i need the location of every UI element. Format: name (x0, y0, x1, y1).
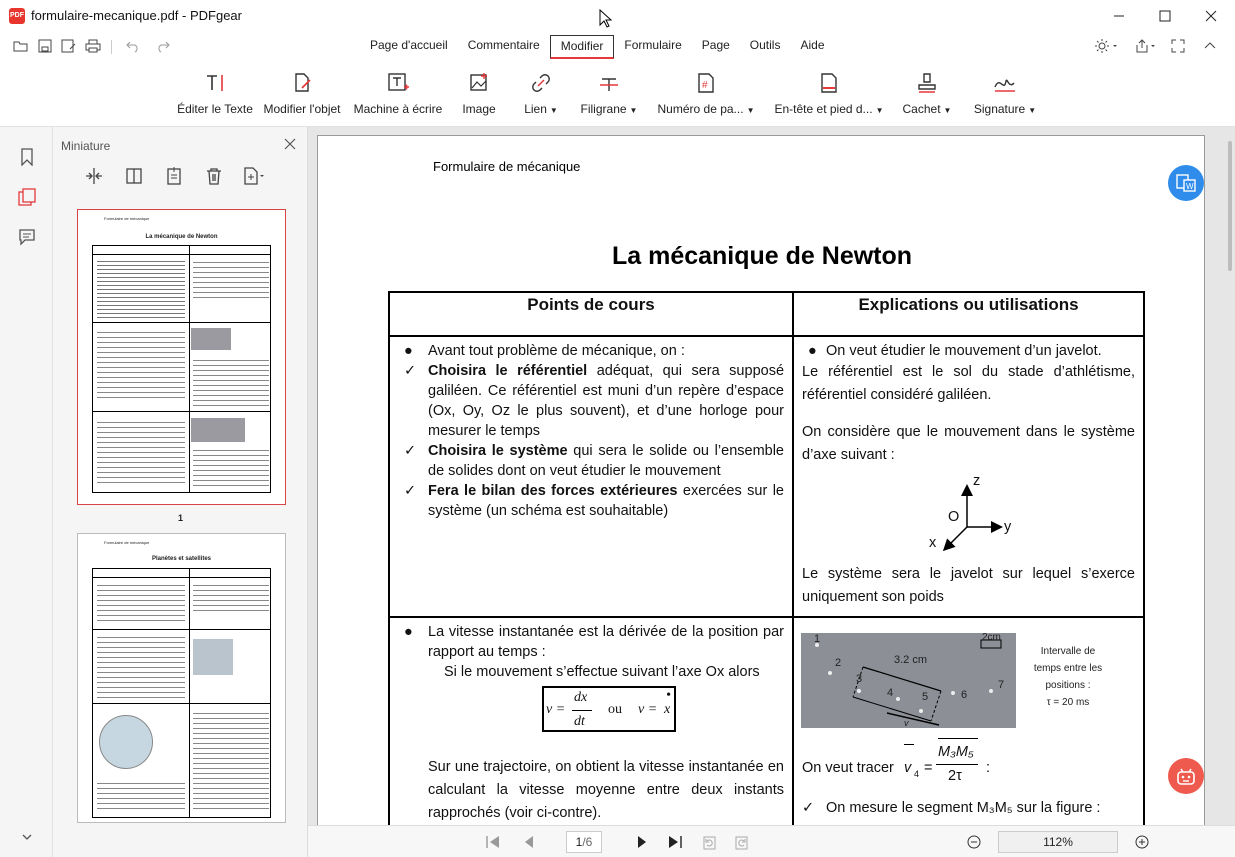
formula-denominator: dt (574, 714, 585, 729)
undo-button[interactable] (124, 38, 142, 54)
thumb-header: Formulaire de mécanique (104, 216, 150, 221)
point-label: 2 (835, 657, 842, 669)
list-item (802, 798, 1135, 818)
extract-icon (165, 166, 183, 186)
cell-text: On veut étudier le mouvement d’un javelot. (826, 343, 1102, 359)
cell-text: qui sera le solide ou l’ensemble de solides dont on veut étudier le mouvement (428, 443, 784, 479)
previous-page-button[interactable] (520, 834, 538, 850)
cell-text: exercées sur le système (un schéma est souhaitable) (428, 483, 784, 519)
tab-commentaire[interactable]: Commentaire (467, 38, 540, 52)
title-bar (0, 0, 1235, 32)
thumb-header: Formulaire de mécanique (104, 540, 150, 545)
stamp-label: Cachet (902, 102, 941, 116)
link-icon (529, 71, 553, 95)
close-panel-button[interactable] (283, 137, 299, 153)
stamp-icon (915, 71, 939, 95)
checkmark-icon: ✓ (404, 363, 417, 379)
cell-text: On mesure le segment M₃M₅ sur la figure : (826, 800, 1101, 816)
table-cell (389, 617, 793, 835)
collapse-ribbon-button[interactable] (1201, 38, 1219, 54)
last-page-button[interactable] (666, 834, 684, 850)
page-number-icon (694, 71, 718, 95)
cell-text: Avant tout problème de mécanique, on : (428, 343, 685, 359)
minimize-button[interactable] (1096, 0, 1142, 32)
list-item (802, 341, 1135, 361)
rotate-left-button[interactable] (700, 834, 718, 850)
dot-icon: • (666, 688, 671, 703)
save-as-icon (61, 39, 77, 53)
bullet-icon: ● (404, 343, 413, 359)
link-label: Lien (524, 102, 547, 116)
edit-object-button[interactable] (258, 68, 346, 116)
formula-text: : (986, 760, 991, 776)
subscript: 4 (914, 769, 920, 779)
cell-text: adéquat, qui sera supposé galiléen. Ce référentiel est muni d’un repère d’espace (Ox, Oy, Oz le plus souvent), et d’une horloge pour mesurer le temps (428, 363, 785, 439)
signature-label: Signature (973, 102, 1026, 116)
checkmark-icon: ✓ (404, 443, 417, 459)
undo-icon (126, 39, 140, 53)
caret-down-icon: ▼ (549, 106, 558, 115)
cell-text: On considère que le mouvement dans le système d’axe suivant : (802, 424, 1135, 463)
pdf-to-word-icon (1175, 172, 1197, 194)
chevron-up-icon (1203, 39, 1217, 53)
maximize-button[interactable] (1142, 0, 1188, 32)
save-as-button[interactable] (60, 38, 78, 54)
list-item (398, 481, 784, 521)
typewriter-label: Machine à écrire (353, 102, 443, 116)
print-icon (85, 39, 101, 53)
signature-button[interactable] (970, 68, 1040, 116)
next-page-button[interactable] (633, 834, 651, 850)
save-icon (38, 39, 52, 53)
insert-pages-button[interactable] (243, 165, 265, 187)
scale-label: 2cm (982, 632, 1001, 643)
window-title: formulaire-mecanique.pdf - PDFgear (31, 8, 242, 23)
formula-text: v = (638, 702, 658, 717)
comments-button[interactable] (17, 227, 37, 247)
page-number-button[interactable] (655, 68, 757, 116)
share-button[interactable] (1134, 38, 1160, 54)
comment-icon (18, 228, 36, 246)
axis-y-label: y (1004, 519, 1012, 535)
cell-text: Si le mouvement s’effectue suivant l’axe Ox alors (444, 664, 760, 680)
mouse-cursor-icon (598, 9, 612, 29)
edit-text-label: Éditer le Texte (177, 102, 253, 116)
fullscreen-button[interactable] (1169, 38, 1187, 54)
trash-icon (205, 167, 223, 185)
thumb-heading: La mécanique de Newton (145, 234, 218, 240)
fraction-bar (936, 764, 978, 765)
robot-icon (1175, 765, 1197, 787)
thumb-heading: Planètes et satellites (151, 556, 212, 562)
close-window-button[interactable] (1188, 0, 1234, 32)
zoom-in-button[interactable] (1133, 834, 1151, 850)
formula-numerator: dx (574, 690, 588, 705)
thumbnails-icon (18, 188, 36, 206)
first-page-button[interactable] (484, 834, 502, 850)
page-number-input[interactable] (566, 831, 602, 853)
chronophotography-image (801, 633, 1016, 728)
current-page: 1 (575, 835, 583, 849)
list-item (398, 341, 784, 361)
caret-down-icon: ▼ (1028, 106, 1037, 115)
axis-arrows (802, 467, 1142, 563)
bullet-icon: ● (404, 624, 413, 640)
redo-button[interactable] (154, 38, 172, 54)
cell-text-bold: Choisira le référentiel (428, 363, 588, 379)
image-icon (467, 71, 491, 95)
app-logo-icon: PDF (9, 8, 25, 24)
tab-page-d-accueil[interactable]: Page d'accueil (370, 38, 448, 52)
fullscreen-icon (1171, 39, 1185, 53)
cell-text-bold: Fera le bilan des forces extérieures (428, 483, 678, 499)
point-label: 3 (856, 673, 863, 685)
minimize-icon (1113, 10, 1125, 22)
caption-line: positions : (1045, 680, 1091, 691)
thumb-table (92, 245, 271, 493)
ai-assistant-button[interactable] (1168, 758, 1204, 794)
delete-pages-button[interactable] (203, 165, 225, 187)
maximize-icon (1159, 10, 1171, 22)
axis-z-label: z (973, 473, 981, 489)
page-number-label: Numéro de pa... (657, 102, 744, 116)
expand-sidebar-button[interactable] (17, 827, 37, 847)
point-label: 1 (814, 633, 821, 645)
split-icon (125, 167, 143, 185)
rotate-right-icon (734, 834, 750, 850)
list-item (398, 622, 784, 662)
typewriter-icon (386, 71, 410, 95)
formula-text: ou (608, 702, 622, 717)
point-label: 6 (961, 689, 968, 701)
tab-aide[interactable]: Aide (800, 38, 825, 52)
svg-text:#: # (702, 80, 708, 91)
formula-denominator: 2τ (948, 768, 962, 784)
fraction-bar (572, 710, 592, 711)
sun-icon (1095, 39, 1119, 53)
total-pages: /6 (582, 835, 593, 849)
bullet-icon: ● (808, 343, 817, 359)
zoom-level-field[interactable]: 112% (998, 831, 1118, 853)
velocity-formula (542, 686, 676, 732)
text-edit-icon (203, 71, 227, 95)
vector-bar (904, 744, 914, 745)
pdf-page (317, 135, 1205, 835)
tab-page[interactable]: Page (701, 38, 730, 52)
bookmark-icon (20, 148, 34, 166)
zoom-out-button[interactable] (965, 834, 983, 850)
thumbnail-panel (53, 127, 308, 857)
open-button[interactable] (12, 38, 30, 54)
caret-down-icon: ▼ (746, 106, 755, 115)
caret-down-icon: ▼ (875, 106, 884, 115)
course-table (388, 291, 1145, 835)
rotate-left-icon (701, 834, 717, 850)
close-icon (283, 137, 297, 151)
chevron-down-icon (21, 831, 33, 843)
image-label: Image (462, 102, 496, 116)
watermark-label: Filigrane (580, 102, 627, 116)
first-page-icon (485, 835, 501, 849)
list-item (398, 361, 784, 441)
cell-text: Le système sera le javelot sur lequel s’exerce uniquement son poids (802, 566, 1135, 605)
axis-origin-label: O (948, 509, 960, 525)
extract-pages-button[interactable] (163, 165, 185, 187)
v4-label: v (904, 718, 909, 728)
object-edit-icon (290, 71, 314, 95)
typewriter-button[interactable] (352, 68, 444, 116)
col-header-explications: Explications ou utilisations (793, 292, 1144, 336)
vector-bar (938, 738, 978, 739)
separator (111, 40, 112, 54)
axis-diagram (802, 467, 1135, 563)
tab-outils[interactable]: Outils (749, 38, 781, 52)
thumb-table (92, 568, 271, 818)
document-scrollbar[interactable] (1228, 141, 1232, 271)
point-label: 7 (998, 679, 1005, 691)
next-page-icon (636, 835, 648, 849)
split-pages-button[interactable] (123, 165, 145, 187)
point-label: 5 (922, 691, 929, 703)
edit-text-button[interactable] (175, 68, 255, 116)
cell-text: On veut tracer (802, 760, 894, 776)
col-header-points: Points de cours (389, 292, 793, 336)
previous-page-icon (523, 835, 535, 849)
formula-text: x (664, 702, 671, 717)
image-button[interactable] (455, 68, 503, 116)
header-footer-label: En-tête et pied d... (774, 102, 873, 116)
header-footer-button[interactable] (772, 68, 886, 116)
cell-text-bold: Choisira le système (428, 443, 568, 459)
page-header-text: Formulaire de mécanique (433, 159, 581, 174)
distance-label: 3.2 cm (894, 654, 928, 666)
thumbnail-page-2[interactable] (77, 533, 286, 823)
formula-text: v (904, 760, 912, 776)
document-viewer (308, 127, 1235, 825)
checkmark-icon: ✓ (404, 483, 417, 499)
svg-text:W: W (1186, 182, 1194, 191)
trajectory-points (801, 633, 1016, 728)
close-icon (1205, 10, 1217, 22)
photo-caption (1020, 643, 1116, 711)
cell-text: Le référentiel est le sol du stade d’athlétisme, référentiel considéré galiléen. (802, 364, 1135, 403)
left-sidebar (0, 127, 53, 857)
rotate-right-button[interactable] (733, 834, 751, 850)
table-cell (793, 336, 1144, 617)
header-footer-icon (817, 71, 841, 95)
zoom-out-icon (966, 834, 982, 850)
cell-text: Sur une trajectoire, on obtient la vitesse instantanée en calculant la vitesse moyenne entre deux instants rapprochés (voir ci-contre). (428, 759, 784, 821)
caret-down-icon: ▼ (943, 106, 952, 115)
caption-line: temps entre les (1033, 663, 1103, 674)
redo-icon (156, 39, 170, 53)
caption-line: τ = 20 ms (1046, 697, 1090, 708)
axis-x-label: x (929, 535, 937, 551)
tab-formulaire[interactable]: Formulaire (624, 38, 682, 52)
stamp-button[interactable] (900, 68, 954, 116)
insert-page-icon (243, 166, 265, 186)
bookmarks-button[interactable] (17, 147, 37, 167)
caption-line: Intervalle de (1040, 646, 1096, 657)
document-title: La mécanique de Newton (611, 242, 913, 270)
status-bar (308, 825, 1235, 857)
point-label: 4 (887, 687, 894, 699)
ribbon-toolbar (0, 62, 1235, 126)
thumbnail-page-number: 1 (178, 513, 184, 523)
edit-object-label: Modifier l'objet (263, 102, 341, 116)
caret-down-icon: ▼ (629, 106, 638, 115)
trace-formula: On veut tracer v 4 = M₃M₅ 2τ : (802, 746, 1135, 792)
formula-numerator: M₃M₅ (938, 744, 974, 760)
print-button[interactable] (84, 38, 102, 54)
link-button[interactable] (516, 68, 566, 116)
main-tabs (360, 32, 835, 60)
cell-text: La vitesse instantanée est la dérivée de la position par rapport au temps : (428, 624, 784, 660)
watermark-icon (597, 71, 621, 95)
table-cell (389, 336, 793, 617)
convert-to-word-button[interactable] (1168, 165, 1204, 201)
watermark-button[interactable] (578, 68, 640, 116)
merge-pages-button[interactable] (83, 165, 105, 187)
theme-button[interactable] (1093, 38, 1121, 54)
formula-text: v = (546, 702, 566, 717)
share-icon (1135, 39, 1159, 53)
folder-open-icon (13, 39, 29, 53)
thumbnails-button[interactable] (17, 187, 37, 207)
checkmark-icon: ✓ (802, 800, 815, 816)
tab-modifier[interactable]: Modifier (550, 35, 615, 59)
merge-icon (84, 167, 104, 185)
save-button[interactable] (36, 38, 54, 54)
thumbnail-panel-title: Miniature (61, 139, 111, 153)
thumbnail-page-1[interactable] (77, 209, 286, 505)
signature-icon (992, 71, 1018, 95)
zoom-in-icon (1134, 834, 1150, 850)
list-item (398, 441, 784, 481)
last-page-icon (667, 835, 683, 849)
